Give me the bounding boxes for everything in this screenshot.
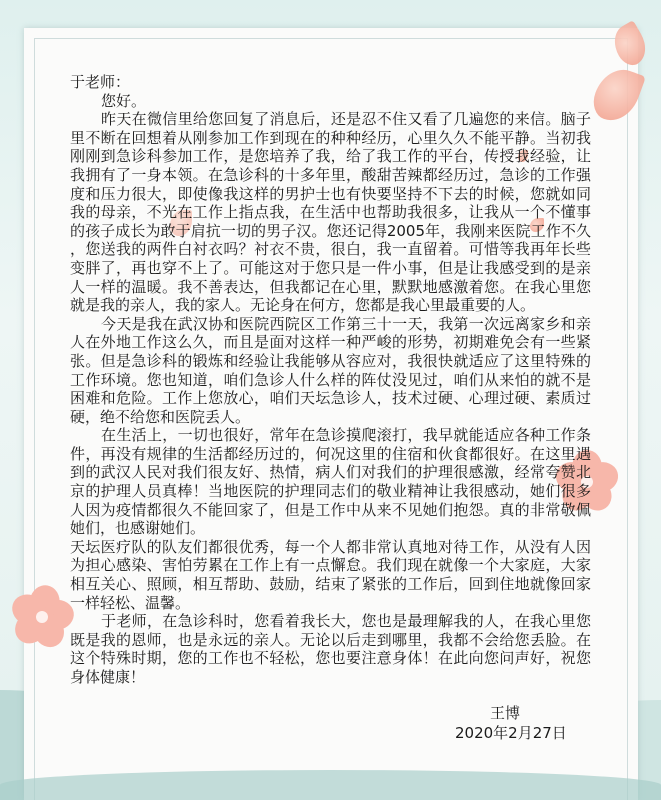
text-line: 我拥有了一身本领。在急诊科的十多年里，酸甜苦辣都经历过，急诊的工作强 [70,165,591,184]
paragraph [70,315,591,427]
text-line: 既是我的恩师，也是永远的亲人。无论以后走到哪里，我都不会给您丢脸。在 [70,630,591,649]
text-line: 在生活上，一切也很好，常年在急诊摸爬滚打，我早就能适应各种工作条 [101,426,591,445]
text-line: 人一样的温暖。我不善表达，但我都记在心里，默默地感激着您。在我心里您 [70,277,591,296]
paragraph [70,426,591,538]
text-line: 到的武汉人民对我们很友好、热情，病人们对我们的护理很感激，经常夸赞北 [70,463,591,482]
text-line: 于老师，在急诊科时，您看着我长大，您也是最理解我的人，在我心里您 [101,612,591,631]
text-line: 一样轻松、温馨。 [70,593,191,612]
decor-wave-bottom [0,770,661,800]
paragraph [70,612,591,686]
paragraph [70,110,591,315]
text-line: 里不断在回想着从刚参加工作到现在的种种经历，心里久久不能平静。当初我 [70,128,591,147]
text-line: 的孩子成长为敢于肩抗一切的男子汉。您还记得2005年，我刚来医院工作不久 [70,221,591,240]
letter-date: 2020年2月27日 [455,724,567,742]
text-line: 件，再没有规律的生活都经历过的，何况这里的住宿和伙食都很好。在这里遇 [70,444,591,463]
greeting: 您好。 [101,91,147,110]
text-line: 相互关心、照顾，相互帮助、鼓励，结束了紧张的工作后，回到住地就像回家 [70,575,591,594]
text-line: 工作环境。您也知道，咱们急诊人什么样的阵仗没见过，咱们从来怕的就不是 [70,370,591,389]
text-line: 京的护理人员真棒！当地医院的护理同志们的敬业精神让我很感动，她们很多 [70,482,591,501]
text-line: 她们，也感谢她们。 [70,519,206,538]
text-line: 刚刚到急诊科参加工作，是您培养了我，给了我工作的平台，传授我经验，让 [70,147,591,166]
text-line: ，您送我的两件白衬衣吗？衬衣不贵，很白，我一直留着。可惜等我再年长些 [70,240,591,259]
text-line: 人因为疫情都很久不能回家了，但是工作中从来不见她们抱怨。真的非常敬佩 [70,500,591,519]
flower-decoration [10,585,74,649]
text-line: 张。但是急诊科的锻炼和经验让我能够从容应对，我很快就适应了这里特殊的 [70,351,591,370]
signature: 王博 [490,704,521,722]
text-line: 就是我的亲人，我的家人。无论身在何方，您都是我心里最重要的人。 [70,296,536,315]
text-line: 身体健康！ [70,668,146,686]
text-line: 这个特殊时期，您的工作也不轻松，您也要注意身体！在此向您问声好，祝您 [70,649,591,668]
text-line: 硬，绝不给您和医院丢人。 [70,407,251,426]
letter-body [70,73,591,687]
text-line: 度和压力很大，即使像我这样的男护士也有快要坚持不下去的时候，您就如同 [70,184,591,203]
text-line: 人在外地工作这么久，而且是面对这样一种严峻的形势，初期难免会有一些紧 [70,333,591,352]
text-line: 困难和危险。工作上您放心，咱们天坛急诊人，技术过硬、心理过硬、素质过 [70,389,591,408]
text-line: 为担心感染、害怕劳累在工作上有一点懈怠。我们现在就像一个大家庭，大家 [70,556,591,575]
paragraph [70,538,591,612]
text-line: 天坛医疗队的队友们都很优秀，每一个人都非常认真地对待工作，从没有人因 [70,537,591,556]
text-line: 今天是我在武汉协和医院西院区工作第三十一天，我第一次远离家乡和亲 [101,314,591,333]
salutation: 于老师： [70,73,131,91]
text-line: 变胖了，再也穿不上了。可能这对于您只是一件小事，但是让我感受到的是亲 [70,258,591,277]
text-line: 昨天在微信里给您回复了消息后，还是忍不住又看了几遍您的来信。脑子 [101,110,591,129]
text-line: 我的母亲，不光在工作上指点我，在生活中也帮助我很多，让我从一个不懂事 [70,203,591,222]
